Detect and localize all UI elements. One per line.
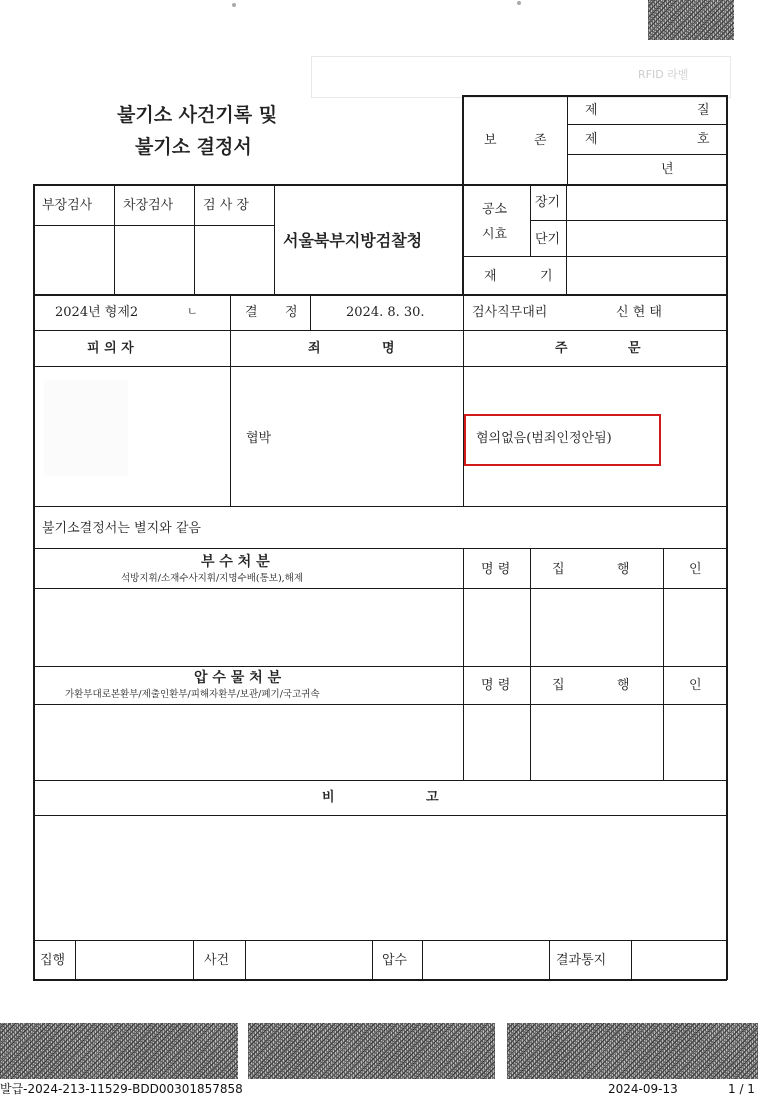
preservation-row1-a: 제 <box>585 103 598 118</box>
security-barcode <box>507 1023 758 1079</box>
case-number: 2024년 형제2 <box>55 305 139 320</box>
preservation-row2-b: 호 <box>697 132 710 147</box>
document-title-line1: 불기소 사건기록 및 <box>117 104 278 126</box>
page-indicator: 1 / 1 <box>728 1082 755 1096</box>
approval-vice-chief: 차장검사 <box>123 198 174 213</box>
ancillary-exec-b: 행 <box>617 562 630 577</box>
case-number-suffix: ㄴ <box>187 305 198 318</box>
statute-dangi: 단기 <box>535 232 561 247</box>
document-id: 발급-2024-213-11529-BDD00301857858 <box>0 1082 243 1096</box>
heading-ruling-b: 문 <box>628 341 641 356</box>
approval-chief: 검 사 장 <box>203 198 249 213</box>
seized-exec-a: 집 <box>552 678 565 693</box>
charge-value: 협박 <box>246 431 272 446</box>
ruling-value: 혐의없음(범죄인정안됨) <box>476 431 612 446</box>
ancillary-exec-a: 집 <box>552 562 565 577</box>
statute-gi: 기 <box>540 269 553 284</box>
seized-exec-b: 행 <box>617 678 630 693</box>
preservation-row1-b: 질 <box>697 103 710 118</box>
preservation-label-bo: 보 <box>484 133 497 148</box>
punch-mark <box>232 3 236 7</box>
security-barcode <box>248 1023 495 1079</box>
punch-mark <box>517 1 521 5</box>
seized-subtitle: 가환부대로본환부/제출인환부/피해자환부/보관/폐기/국고귀속 <box>65 689 320 700</box>
office-name: 서울북부지방검찰청 <box>283 231 423 250</box>
security-barcode <box>648 0 734 40</box>
remarks-label-a: 비 <box>322 790 335 805</box>
ancillary-seal: 인 <box>689 562 702 577</box>
ancillary-title: 부 수 처 분 <box>201 554 270 570</box>
document-title-line2: 불기소 결정서 <box>135 136 252 158</box>
approval-deputy-chief: 부장검사 <box>42 198 93 213</box>
security-barcode <box>0 1023 238 1079</box>
remarks-label-b: 고 <box>426 790 439 805</box>
decision-label-a: 결 <box>245 305 258 320</box>
seized-title: 압 수 물 처 분 <box>194 670 282 686</box>
prosecutor-title: 검사직무대리 <box>472 305 548 320</box>
prosecutor-name: 신 현 태 <box>616 305 662 320</box>
seized-seal: 인 <box>689 678 702 693</box>
footer-seizure: 압수 <box>382 953 408 968</box>
footer-case: 사건 <box>204 953 230 968</box>
heading-charge-b: 명 <box>382 341 395 356</box>
statute-jae: 재 <box>484 269 497 284</box>
statute-janggi: 장기 <box>535 195 561 210</box>
decision-date: 2024. 8. 30. <box>346 305 425 320</box>
footer-execution: 집행 <box>40 953 66 968</box>
preservation-row2-a: 제 <box>585 132 598 147</box>
heading-charge-a: 죄 <box>308 341 321 356</box>
preservation-label-jon: 존 <box>534 133 547 148</box>
ancillary-order: 명 령 <box>481 562 511 577</box>
heading-ruling-a: 주 <box>555 341 568 356</box>
redacted-suspect-name <box>44 380 128 476</box>
ancillary-subtitle: 석방지휘/소재수사지휘/지명수배(통보),해제 <box>121 573 304 584</box>
statute-gongso: 공소 <box>482 202 508 217</box>
issue-date: 2024-09-13 <box>608 1082 678 1096</box>
seized-order: 명 령 <box>481 678 511 693</box>
statute-sihyo: 시효 <box>482 227 508 242</box>
heading-suspect: 피 의 자 <box>87 341 134 356</box>
footer-result-notice: 결과통지 <box>556 953 607 968</box>
decision-label-b: 정 <box>285 305 298 320</box>
note-separate-sheet: 불기소결정서는 별지와 같음 <box>42 521 201 536</box>
preservation-row3: 년 <box>661 162 674 177</box>
rfid-label-text: RFID 라벨 <box>638 68 689 81</box>
